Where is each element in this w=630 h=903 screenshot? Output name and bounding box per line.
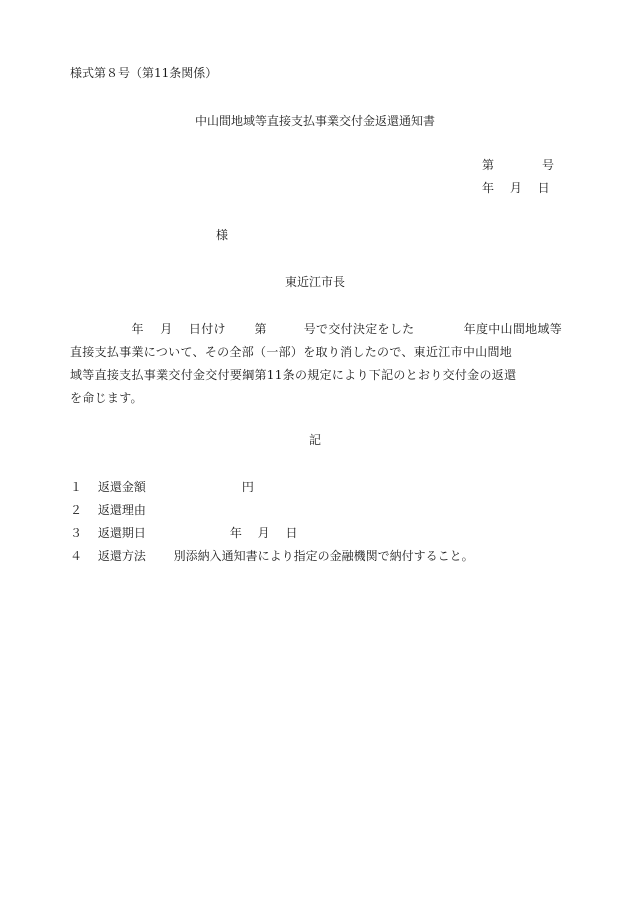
document-title: 中山間地域等直接支払事業交付金返還通知書 (194, 114, 435, 128)
item-refund-amount: １ 返還金額 円 (70, 480, 254, 494)
addressee-honorific: 様 (216, 228, 229, 242)
item-refund-due-date: ３ 返還期日 年 月 日 (70, 526, 298, 540)
item-refund-reason: ２ 返還理由 (70, 503, 146, 517)
form-number: 様式第８号（第11条関係） (70, 66, 218, 80)
issuer-name: 東近江市長 (284, 275, 345, 289)
record-heading: 記 (308, 433, 321, 447)
reference-number: 第 号 (482, 158, 555, 172)
reference-date: 年 月 日 (482, 181, 550, 195)
item-refund-method: ４ 返還方法 別添納入通知書により指定の金融機関で納付すること。 (70, 549, 474, 563)
body-paragraph: 年 月 日付け 第 号で交付決定をした 年度中山間地域等 直接支払事業について、その全部（一部）を取り消したので、東近江市中山間地 域等直接支払事業交付金交付要綱第11条の規定により下記のとおり交付金の返還 を命じます。 (70, 322, 563, 405)
